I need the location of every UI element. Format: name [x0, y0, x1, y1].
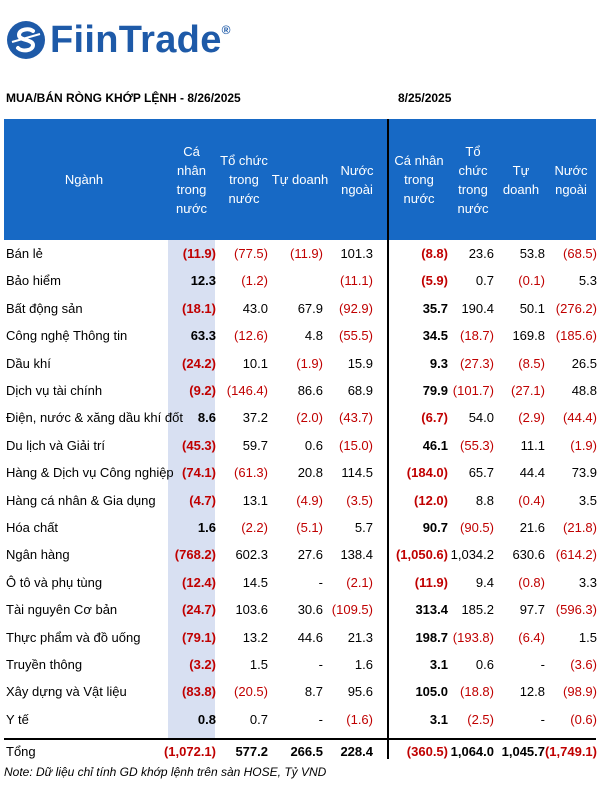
- footnote: Note: Dữ liệu chỉ tính GD khớp lệnh trên sàn HOSE, Tỷ VND: [4, 765, 327, 779]
- value-8-25-col-4: (276.2): [555, 300, 597, 316]
- value-8-26-col-1: (24.7): [182, 602, 216, 618]
- value-8-26-col-3: (5.1): [296, 520, 323, 535]
- table-row: [0, 379, 600, 402]
- table-row: [0, 516, 600, 539]
- value-8-25-col-1: 9.3: [429, 355, 448, 371]
- value-8-26-col-1: 12.3: [190, 273, 216, 289]
- header-right-col-1: Cá nhân trong nước: [394, 153, 444, 206]
- value-8-26-col-1: 8.6: [197, 410, 216, 426]
- value-8-26-col-4: (1.6): [346, 711, 373, 727]
- value-8-25-col-2: 185.2: [461, 602, 494, 618]
- value-8-26-col-2: 13.1: [242, 492, 268, 508]
- value-8-26-col-1: (74.1): [182, 465, 216, 481]
- value-8-25-col-3: -: [540, 657, 545, 672]
- value-8-25-col-4: (21.8): [563, 520, 597, 535]
- value-8-25-col-4: (0.6): [570, 711, 597, 727]
- value-8-25-col-3: 53.8: [519, 246, 545, 261]
- value-8-25-col-3: 1,045.7: [501, 744, 545, 759]
- value-8-25-col-3: 12.8: [519, 684, 545, 700]
- table-row: [0, 297, 600, 320]
- value-8-26-col-4: 68.9: [347, 383, 373, 398]
- value-8-25-col-1: 3.1: [429, 657, 448, 672]
- value-8-25-col-1: 3.1: [429, 711, 448, 727]
- value-8-26-col-3: -: [318, 711, 323, 727]
- table-row: [0, 324, 600, 347]
- value-8-26-col-2: 10.1: [242, 355, 268, 371]
- value-8-25-col-2: 0.6: [475, 657, 494, 672]
- value-8-25-col-3: (27.1): [511, 383, 545, 398]
- table-row: [0, 269, 600, 292]
- value-8-25-col-3: 630.6: [512, 547, 545, 563]
- value-8-26-col-1: 63.3: [190, 328, 216, 344]
- value-8-25-col-2: 54.0: [468, 410, 494, 426]
- value-8-26-col-2: (20.5): [234, 684, 268, 700]
- header-left-col-3: Tự doanh: [271, 172, 329, 187]
- value-8-26-col-4: 21.3: [347, 629, 373, 645]
- sector-name: Bất động sản: [6, 300, 83, 316]
- fiintrade-s-icon: [6, 20, 46, 60]
- value-8-26-col-1: (18.1): [182, 300, 216, 316]
- sector-name: Ngân hàng: [6, 547, 70, 563]
- value-8-25-col-3: 50.1: [519, 300, 545, 316]
- value-8-25-col-4: 48.8: [571, 383, 597, 398]
- value-8-25-col-3: -: [540, 711, 545, 727]
- table-row: [0, 543, 600, 566]
- value-8-26-col-4: (55.5): [339, 328, 373, 344]
- header-left-col-2: Tổ chức trong nước: [220, 153, 268, 206]
- value-8-25-col-1: (360.5): [406, 744, 448, 759]
- value-8-26-col-4: 15.9: [347, 355, 373, 371]
- value-8-25-col-1: 313.4: [415, 602, 448, 618]
- sector-name: Hóa chất: [6, 520, 59, 535]
- sector-name: Xây dựng và Vật liệu: [6, 684, 127, 700]
- value-8-26-col-3: 20.8: [297, 465, 323, 481]
- sector-name: Dầu khí: [6, 355, 51, 371]
- table-row: [0, 571, 600, 594]
- value-8-25-col-2: 8.8: [475, 492, 494, 508]
- value-8-25-col-3: (0.1): [518, 273, 545, 289]
- value-8-26-col-2: 1.5: [249, 657, 268, 672]
- sector-name: Hàng & Dịch vụ Công nghiệp: [6, 465, 174, 481]
- value-8-25-col-4: (185.6): [555, 328, 597, 344]
- value-8-26-col-2: 37.2: [242, 410, 268, 426]
- table-row: [0, 626, 600, 649]
- table-row: [0, 598, 600, 621]
- value-8-25-col-2: (90.5): [460, 520, 494, 535]
- value-8-25-col-3: 11.1: [520, 437, 545, 453]
- value-8-25-col-1: 105.0: [415, 684, 448, 700]
- value-8-25-col-2: (193.8): [452, 629, 494, 645]
- value-8-25-col-1: (6.7): [421, 410, 448, 426]
- value-8-26-col-1: (1,072.1): [163, 744, 216, 759]
- value-8-26-col-2: (1.2): [241, 273, 268, 289]
- value-8-26-col-1: (11.9): [182, 246, 216, 261]
- value-8-25-col-4: 3.3: [578, 574, 597, 590]
- value-8-26-col-1: (768.2): [174, 547, 216, 563]
- value-8-26-col-3: (11.9): [290, 246, 323, 261]
- value-8-26-col-3: (2.0): [296, 410, 323, 426]
- value-8-26-col-2: (2.2): [241, 520, 268, 535]
- value-8-25-col-3: 169.8: [512, 328, 545, 344]
- value-8-25-col-1: 90.7: [422, 520, 448, 535]
- sector-name: Dịch vụ tài chính: [6, 383, 103, 398]
- value-8-25-col-2: 190.4: [461, 300, 494, 316]
- value-8-26-col-2: (12.6): [234, 328, 268, 344]
- sector-name: Du lịch và Giải trí: [6, 437, 105, 453]
- value-8-26-col-1: 0.8: [197, 711, 216, 727]
- value-8-26-col-2: 13.2: [242, 629, 268, 645]
- value-8-26-col-3: -: [318, 657, 323, 672]
- header-right: [388, 119, 596, 240]
- value-8-25-col-2: (18.8): [460, 684, 494, 700]
- value-8-25-col-4: 5.3: [578, 273, 597, 289]
- value-8-25-col-1: 198.7: [415, 629, 448, 645]
- value-8-25-col-3: 97.7: [519, 602, 545, 618]
- value-8-26-col-4: 228.4: [340, 744, 373, 759]
- value-8-26-col-2: (77.5): [234, 246, 268, 261]
- title-left: MUA/BÁN RÒNG KHỚP LỆNH - 8/26/2025: [6, 91, 241, 105]
- value-8-26-col-3: 0.6: [304, 437, 323, 453]
- table-row: [0, 352, 600, 375]
- value-8-25-col-4: 73.9: [571, 465, 597, 481]
- value-8-26-col-1: (24.2): [182, 355, 216, 371]
- value-8-26-col-4: (3.5): [346, 492, 373, 508]
- value-8-26-col-4: (109.5): [331, 602, 373, 618]
- value-8-25-col-3: (8.5): [518, 355, 545, 371]
- brand-name: FiinTrade®: [50, 18, 231, 61]
- value-8-25-col-4: (68.5): [563, 246, 597, 261]
- sector-name: Tài nguyên Cơ bản: [6, 602, 118, 618]
- value-8-25-col-2: (55.3): [460, 437, 494, 453]
- value-8-25-col-4: (98.9): [563, 684, 597, 700]
- value-8-26-col-4: 5.7: [354, 520, 373, 535]
- value-8-25-col-1: (1,050.6): [395, 547, 448, 563]
- fiintrade-logo: [6, 10, 231, 70]
- value-8-25-col-4: 1.5: [578, 629, 597, 645]
- value-8-25-col-1: (5.9): [421, 273, 448, 289]
- value-8-25-col-2: 9.4: [475, 574, 494, 590]
- value-8-26-col-3: 67.9: [297, 300, 323, 316]
- header-left-col-4: Nước ngoài: [340, 162, 374, 197]
- value-8-26-col-4: 114.5: [341, 465, 373, 481]
- sector-name: Thực phẩm và đồ uống: [6, 629, 141, 645]
- value-8-25-col-2: 65.7: [468, 465, 494, 481]
- value-8-26-col-3: 44.6: [297, 629, 323, 645]
- value-8-25-col-2: (101.7): [452, 383, 494, 398]
- value-8-25-col-3: (6.4): [518, 629, 545, 645]
- total-divider: [4, 738, 596, 740]
- value-8-25-col-2: (18.7): [460, 328, 494, 344]
- sector-name: Bán lẻ: [6, 246, 43, 261]
- value-8-26-col-1: (3.2): [189, 657, 216, 672]
- value-8-26-col-3: 4.8: [304, 328, 323, 344]
- value-8-26-col-2: 59.7: [242, 437, 268, 453]
- header-left-col-1: Cá nhân trong nước: [176, 143, 207, 216]
- value-8-25-col-4: (3.6): [570, 657, 597, 672]
- value-8-26-col-2: 602.3: [235, 547, 268, 563]
- value-8-26-col-1: (45.3): [182, 437, 216, 453]
- value-8-25-col-3: (0.8): [518, 574, 545, 590]
- table-row: [0, 653, 600, 676]
- value-8-26-col-2: 43.0: [242, 300, 268, 316]
- value-8-26-col-4: (2.1): [346, 574, 373, 590]
- value-8-25-col-4: 26.5: [571, 355, 597, 371]
- sector-name: Hàng cá nhân & Gia dụng: [6, 492, 156, 508]
- value-8-25-col-4: (1.9): [570, 437, 597, 453]
- value-8-25-col-4: 3.5: [578, 492, 597, 508]
- value-8-26-col-3: 27.6: [297, 547, 323, 563]
- value-8-26-col-2: 103.6: [235, 602, 268, 618]
- header-right-col-3: Tự doanh: [502, 162, 540, 197]
- header-left: [4, 119, 388, 240]
- value-8-25-col-2: 23.6: [468, 246, 494, 261]
- value-8-25-col-1: 46.1: [422, 437, 448, 453]
- section-divider: [387, 119, 389, 759]
- value-8-26-col-3: -: [318, 574, 323, 590]
- value-8-25-col-3: (2.9): [518, 410, 545, 426]
- value-8-26-col-4: (43.7): [339, 410, 373, 426]
- value-8-25-col-2: (27.3): [460, 355, 494, 371]
- value-8-25-col-3: 21.6: [519, 520, 545, 535]
- sector-name: Truyền thông: [6, 657, 83, 672]
- value-8-26-col-3: 8.7: [304, 684, 323, 700]
- header-right-col-2: Tổ chức trong nước: [457, 143, 489, 216]
- table-row: [0, 461, 600, 484]
- value-8-26-col-1: (4.7): [189, 492, 216, 508]
- sector-name: Y tế: [6, 711, 29, 727]
- sector-name: Điện, nước & xăng dầu khí đốt: [6, 410, 183, 426]
- value-8-26-col-4: (11.1): [340, 273, 373, 289]
- table-row: [0, 406, 600, 429]
- table-row: [0, 708, 600, 731]
- table-row: [0, 489, 600, 512]
- value-8-26-col-2: (146.4): [226, 383, 268, 398]
- total-row: [0, 740, 600, 763]
- value-8-26-col-2: 577.2: [235, 744, 268, 759]
- value-8-25-col-1: (184.0): [406, 465, 448, 481]
- value-8-26-col-4: 101.3: [340, 246, 373, 261]
- sector-name: Công nghệ Thông tin: [6, 328, 128, 344]
- value-8-25-col-4: (44.4): [563, 410, 597, 426]
- table-row: [0, 242, 600, 265]
- value-8-26-col-1: (79.1): [182, 629, 216, 645]
- value-8-26-col-1: (12.4): [182, 574, 216, 590]
- value-8-26-col-1: (9.2): [189, 383, 216, 398]
- value-8-26-col-2: 0.7: [249, 711, 268, 727]
- value-8-26-col-4: (15.0): [339, 437, 373, 453]
- value-8-25-col-2: 1,034.2: [450, 547, 494, 563]
- value-8-25-col-4: (614.2): [555, 547, 597, 563]
- value-8-26-col-4: 138.4: [340, 547, 373, 563]
- table-row: [0, 680, 600, 703]
- value-8-25-col-1: 79.9: [422, 383, 448, 398]
- value-8-26-col-3: (1.9): [296, 355, 323, 371]
- total-label: Tổng: [6, 744, 36, 759]
- sector-name: Ô tô và phụ tùng: [6, 574, 103, 590]
- value-8-25-col-3: 44.4: [519, 465, 545, 481]
- value-8-25-col-2: (2.5): [467, 711, 494, 727]
- value-8-26-col-2: 14.5: [242, 574, 268, 590]
- value-8-26-col-4: 95.6: [347, 684, 373, 700]
- value-8-25-col-1: (12.0): [414, 492, 448, 508]
- value-8-26-col-3: 86.6: [297, 383, 323, 398]
- value-8-25-col-3: (0.4): [518, 492, 545, 508]
- value-8-26-col-1: 1.6: [197, 520, 216, 535]
- value-8-26-col-3: 30.6: [297, 602, 323, 618]
- value-8-25-col-1: (8.8): [421, 246, 448, 261]
- value-8-26-col-3: (4.9): [296, 492, 323, 508]
- value-8-25-col-1: (11.9): [414, 574, 448, 590]
- value-8-25-col-4: (1,749.1): [544, 744, 597, 759]
- value-8-26-col-4: (92.9): [339, 300, 373, 316]
- title-right: 8/25/2025: [398, 91, 452, 105]
- value-8-25-col-1: 35.7: [422, 300, 448, 316]
- header-sector: Ngành: [64, 172, 104, 187]
- header-right-col-4: Nước ngoài: [554, 162, 588, 197]
- value-8-26-col-1: (83.8): [182, 684, 216, 700]
- value-8-26-col-2: (61.3): [234, 465, 268, 481]
- value-8-25-col-4: (596.3): [555, 602, 597, 618]
- table-row: [0, 434, 600, 457]
- sector-name: Bảo hiểm: [6, 273, 61, 289]
- value-8-25-col-2: 1,064.0: [450, 744, 494, 759]
- value-8-26-col-3: 266.5: [290, 744, 323, 759]
- value-8-26-col-4: 1.6: [354, 657, 373, 672]
- value-8-25-col-1: 34.5: [422, 328, 448, 344]
- value-8-25-col-2: 0.7: [475, 273, 494, 289]
